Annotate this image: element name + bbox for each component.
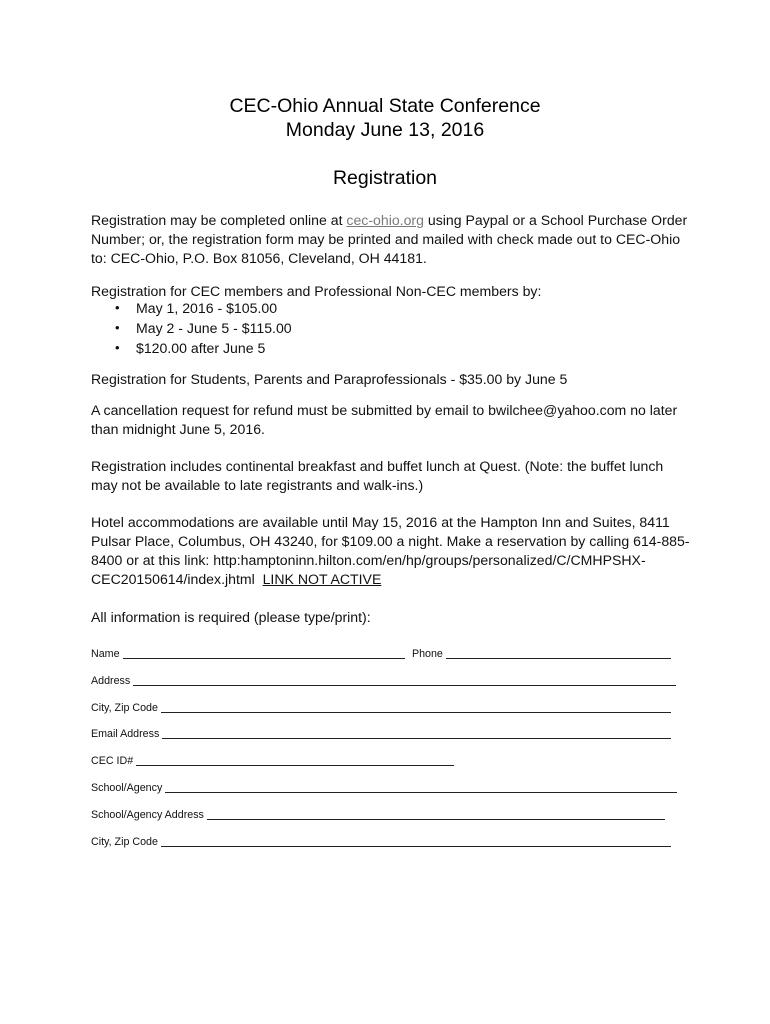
name-label: Name [91, 648, 120, 660]
address-label: Address [91, 675, 131, 687]
hotel-line-3: 8400 or at this link: http:hamptoninn.hilton.com/en/hp/groups/personalized/C/CMHPSHX- [91, 552, 646, 568]
city-zip-label-2: City, Zip Code [91, 836, 158, 848]
intro-text-before-link: Registration may be completed online at [91, 212, 347, 228]
hotel-line-4 [91, 570, 691, 589]
hotel-line-1: Hotel accommodations are available until May 15, 2016 at the Hampton Inn and Suites, 8411 [91, 514, 670, 530]
conference-title: CEC-Ohio Annual State Conference [229, 95, 541, 117]
cec-ohio-link[interactable]: cec-ohio.org [346, 212, 424, 228]
registration-heading: Registration [332, 167, 438, 189]
school-address-label: School/Agency Address [91, 809, 204, 821]
list-item [91, 338, 292, 358]
list-item [91, 318, 292, 338]
member-price-list [91, 298, 292, 358]
cancellation-line-2: than midnight June 5, 2016. [91, 421, 265, 437]
school-address-field[interactable] [207, 818, 665, 820]
address-field[interactable] [133, 684, 676, 686]
link-not-active[interactable]: LINK NOT ACTIVE [262, 571, 382, 587]
school-agency-row [91, 779, 677, 795]
intro-line-1 [91, 211, 691, 230]
city-zip-row [91, 699, 671, 715]
price-tier-regular: May 2 - June 5 - $115.00 [136, 320, 292, 336]
form-instruction: All information is required (please type/print): [91, 609, 371, 625]
conference-date: Monday June 13, 2016 [285, 119, 485, 141]
email-label: Email Address [91, 728, 160, 740]
cec-id-label: CEC ID# [91, 755, 134, 767]
school-address-row [91, 806, 665, 822]
cec-id-row [91, 752, 454, 768]
cancellation-policy [91, 401, 691, 439]
meals-note [91, 457, 691, 495]
intro-line-3: to: CEC-Ohio, P.O. Box 81056, Cleveland, OH 44181. [91, 250, 427, 266]
city-zip-label: City, Zip Code [91, 702, 158, 714]
phone-label: Phone [411, 648, 443, 660]
students-registration: Registration for Students, Parents and Paraprofessionals - $35.00 by June 5 [91, 371, 568, 387]
city-zip-row-2 [91, 833, 671, 849]
list-item [91, 298, 292, 318]
bullet-icon: • [115, 320, 120, 335]
phone-field[interactable] [446, 657, 671, 659]
email-field[interactable] [162, 737, 671, 739]
cec-id-field[interactable] [136, 764, 454, 766]
school-agency-field[interactable] [165, 791, 677, 793]
price-tier-late: $120.00 after June 5 [136, 340, 266, 356]
hotel-info [91, 513, 691, 589]
meals-line-1: Registration includes continental breakfast and buffet lunch at Quest. (Note: the buffet lunch [91, 458, 664, 474]
members-heading: Registration for CEC members and Professional Non-CEC members by: [91, 283, 542, 299]
intro-text-after-link: using Paypal or a School Purchase Order [423, 212, 688, 228]
name-phone-row [91, 645, 671, 661]
meals-line-2: may not be available to late registrants and walk-ins.) [91, 477, 424, 493]
price-tier-early: May 1, 2016 - $105.00 [136, 300, 278, 316]
bullet-icon: • [115, 340, 120, 355]
city-zip-field-2[interactable] [161, 845, 671, 847]
intro-line-2: Number; or, the registration form may be printed and mailed with check made out to CEC-Ohio [91, 231, 681, 247]
email-row [91, 725, 671, 741]
city-zip-field[interactable] [161, 711, 671, 713]
address-row [91, 672, 676, 688]
name-field[interactable] [123, 657, 405, 659]
intro-paragraph [91, 211, 691, 268]
bullet-icon: • [115, 300, 120, 315]
cancellation-line-1: A cancellation request for refund must be submitted by email to bwilchee@yahoo.com no later [91, 402, 678, 418]
hotel-line-2: Pulsar Place, Columbus, OH 43240, for $109.00 a night. Make a reservation by calling 614-885- [91, 533, 690, 549]
school-agency-label: School/Agency [91, 782, 163, 794]
hotel-url-end: CEC20150614/index.jhtml [91, 571, 263, 587]
